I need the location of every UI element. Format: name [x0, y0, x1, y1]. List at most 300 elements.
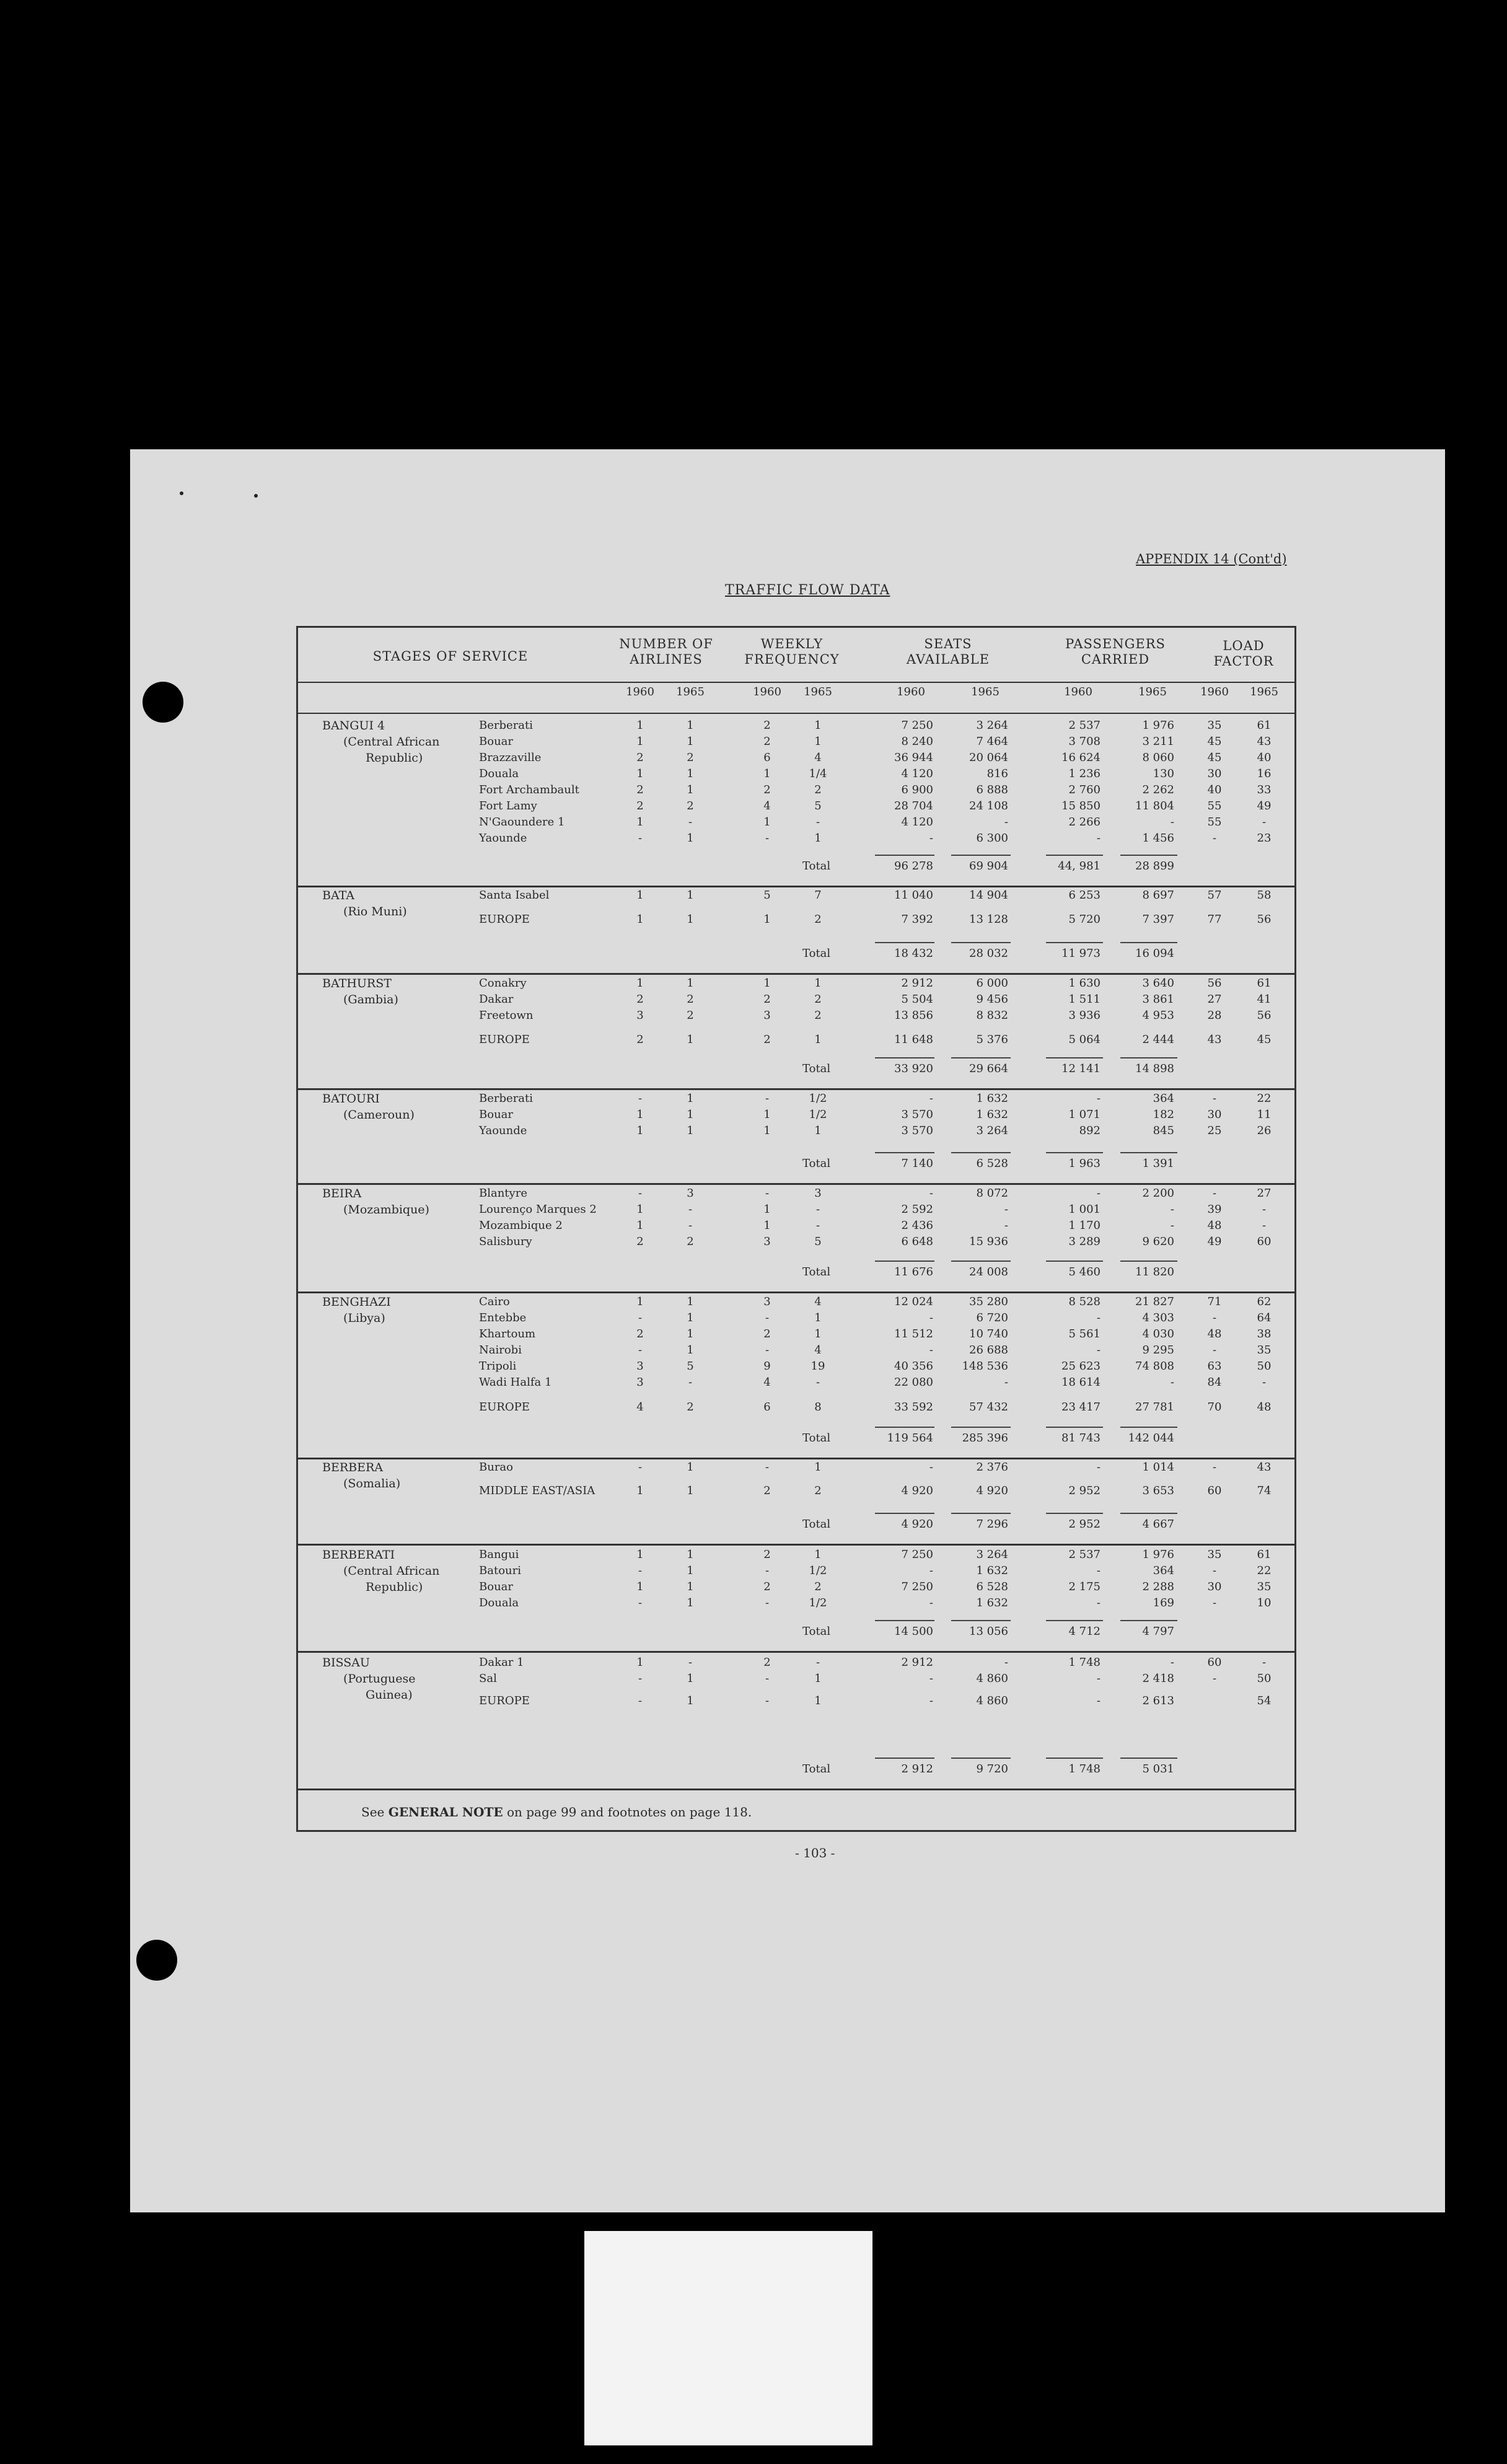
year-label: 1960	[753, 685, 781, 698]
total-cell: 4 667	[1142, 1518, 1174, 1531]
total-label: Total	[802, 947, 831, 960]
stage-destination: Khartoum	[479, 1327, 536, 1340]
data-cell: 3 570	[901, 1124, 933, 1137]
data-cell: -	[1262, 1203, 1267, 1216]
data-cell: 2	[636, 799, 644, 812]
data-cell: 1	[636, 719, 644, 732]
stage-destination: EUROPE	[479, 1401, 530, 1414]
data-cell: 1	[763, 1203, 771, 1216]
data-cell: 2	[763, 783, 771, 796]
data-cell: 1	[687, 1672, 694, 1685]
stage-destination: EUROPE	[479, 1033, 530, 1046]
data-cell: 5 561	[1068, 1327, 1101, 1340]
data-cell: -	[1212, 1596, 1217, 1609]
data-cell: 6 720	[976, 1311, 1008, 1324]
total-cell: 18 432	[894, 947, 933, 960]
data-cell: -	[929, 1564, 933, 1577]
data-cell: 61	[1257, 719, 1272, 732]
total-label: Total	[802, 1265, 831, 1278]
stage-destination: Conakry	[479, 977, 527, 990]
stage-destination: Wadi Halfa 1	[479, 1376, 552, 1389]
data-cell: 1	[687, 1461, 694, 1474]
total-cell: 6 528	[976, 1157, 1008, 1170]
total-rule	[1120, 1620, 1177, 1621]
data-cell: 5 064	[1068, 1033, 1101, 1046]
total-cell: 1 963	[1068, 1157, 1101, 1170]
data-cell: 3 289	[1068, 1235, 1101, 1248]
data-cell: 1	[636, 1203, 644, 1216]
data-cell: 6 648	[901, 1235, 933, 1248]
data-cell: 1	[763, 1124, 771, 1137]
data-cell: 30	[1207, 1580, 1222, 1593]
data-cell: 1/2	[809, 1596, 827, 1609]
data-cell: -	[688, 1219, 693, 1232]
total-rule	[951, 855, 1011, 856]
scan-speck	[180, 491, 183, 495]
stage-destination: MIDDLE EAST/ASIA	[479, 1484, 595, 1497]
data-cell: 15 936	[969, 1235, 1008, 1248]
data-cell: -	[638, 1461, 643, 1474]
data-cell: -	[1212, 832, 1217, 845]
data-cell: 35	[1257, 1580, 1272, 1593]
data-cell: 1	[687, 889, 694, 902]
origin-name: BATA (Rio Muni)	[322, 889, 407, 918]
total-cell: 4 797	[1142, 1625, 1174, 1638]
data-cell: 40	[1207, 783, 1222, 796]
data-cell: -	[929, 1311, 933, 1324]
data-cell: -	[1096, 1596, 1101, 1609]
data-cell: 7 464	[976, 735, 1008, 748]
data-cell: -	[765, 1344, 770, 1357]
data-cell: -	[1212, 1461, 1217, 1474]
data-cell: -	[929, 1596, 933, 1609]
data-cell: 7 250	[901, 1580, 933, 1593]
data-cell: 1	[687, 977, 694, 990]
year-label: 1960	[1200, 685, 1229, 698]
table-rule	[297, 1651, 1295, 1653]
data-cell: 2 613	[1142, 1694, 1174, 1707]
stage-destination: Douala	[479, 767, 519, 780]
header-airlines: NUMBER OF AIRLINES	[619, 636, 713, 667]
total-cell: 11 820	[1135, 1265, 1174, 1278]
data-cell: 2 537	[1068, 1548, 1101, 1561]
data-cell: 1	[636, 767, 644, 780]
data-cell: 2 266	[1068, 816, 1101, 829]
stage-destination: Dakar 1	[479, 1656, 524, 1669]
data-cell: -	[1212, 1311, 1217, 1324]
data-cell: 56	[1207, 977, 1222, 990]
data-cell: -	[1212, 1672, 1217, 1685]
data-cell: 22	[1257, 1564, 1272, 1577]
data-cell: 9 620	[1142, 1235, 1174, 1248]
data-cell: 45	[1257, 1033, 1272, 1046]
table-rule	[297, 1183, 1295, 1185]
total-cell: 9 720	[976, 1762, 1008, 1775]
table-rule	[297, 1291, 1295, 1293]
data-cell: 6 528	[976, 1580, 1008, 1593]
data-cell: 35 280	[969, 1295, 1008, 1308]
data-cell: 364	[1153, 1564, 1174, 1577]
data-cell: 43	[1207, 1033, 1222, 1046]
data-cell: 2 418	[1142, 1672, 1174, 1685]
data-cell: 2	[687, 1009, 694, 1022]
data-cell: 6	[763, 751, 771, 764]
table-rule	[297, 1458, 1295, 1459]
total-cell: 1 748	[1068, 1762, 1101, 1775]
data-cell: 16	[1257, 767, 1272, 780]
data-cell: -	[1004, 816, 1008, 829]
data-cell: 49	[1257, 799, 1272, 812]
data-cell: 4 953	[1142, 1009, 1174, 1022]
data-cell: 1	[814, 1548, 822, 1561]
total-cell: 285 396	[962, 1432, 1008, 1445]
data-cell: -	[1096, 1092, 1101, 1105]
data-cell: 2	[636, 993, 644, 1006]
data-cell: 33	[1257, 783, 1272, 796]
data-cell: 4 920	[976, 1484, 1008, 1497]
data-cell: 2 262	[1142, 783, 1174, 796]
data-cell: -	[929, 1694, 933, 1707]
data-cell: -	[815, 1219, 820, 1232]
data-cell: 13 856	[894, 1009, 933, 1022]
data-cell: -	[929, 1672, 933, 1685]
data-cell: 1 632	[976, 1092, 1008, 1105]
data-cell: 7 397	[1142, 913, 1174, 926]
data-cell: 60	[1257, 1235, 1272, 1248]
total-cell: 5 460	[1068, 1265, 1101, 1278]
data-cell: 22	[1257, 1092, 1272, 1105]
data-cell: -	[638, 1564, 643, 1577]
total-rule	[1046, 1261, 1103, 1262]
data-cell: -	[1096, 1311, 1101, 1324]
stage-destination: Blantyre	[479, 1187, 527, 1200]
data-cell: 1 632	[976, 1596, 1008, 1609]
data-cell: 1 014	[1142, 1461, 1174, 1474]
data-cell: 5	[763, 889, 771, 902]
punch-hole	[136, 1940, 177, 1981]
year-label: 1965	[971, 685, 1000, 698]
stage-destination: Burao	[479, 1461, 513, 1474]
total-cell: 16 094	[1135, 947, 1174, 960]
total-rule	[951, 1261, 1011, 1262]
data-cell: 1	[763, 1108, 771, 1121]
data-cell: -	[1262, 816, 1267, 829]
data-cell: 1 976	[1142, 719, 1174, 732]
total-cell: 4 712	[1068, 1625, 1101, 1638]
data-cell: 63	[1207, 1360, 1222, 1373]
data-cell: 35	[1207, 1548, 1222, 1561]
data-cell: 1	[763, 913, 771, 926]
data-cell: 2	[814, 783, 822, 796]
data-cell: 7	[814, 889, 822, 902]
paper-slip	[584, 2231, 872, 2445]
data-cell: 57 432	[969, 1401, 1008, 1414]
data-cell: 8 072	[976, 1187, 1008, 1200]
total-label: Total	[802, 1518, 831, 1531]
data-cell: -	[765, 1311, 770, 1324]
origin-name: BERBERATI (Central African Republic)	[322, 1548, 440, 1594]
data-cell: 1	[814, 735, 822, 748]
header-passengers: PASSENGERS CARRIED	[1065, 636, 1166, 667]
data-cell: 1	[636, 1656, 644, 1669]
data-cell: 48	[1257, 1401, 1272, 1414]
data-cell: 1	[636, 735, 644, 748]
data-cell: 1	[687, 832, 694, 845]
data-cell: 12 024	[894, 1295, 933, 1308]
data-cell: 2	[814, 1484, 822, 1497]
data-cell: 1	[687, 1548, 694, 1561]
stage-destination: Cairo	[479, 1295, 510, 1308]
stage-destination: Fort Lamy	[479, 799, 537, 812]
data-cell: 1	[687, 735, 694, 748]
data-cell: 1 748	[1068, 1656, 1101, 1669]
data-cell: 5 376	[976, 1033, 1008, 1046]
data-cell: 3 640	[1142, 977, 1174, 990]
data-cell: 1	[636, 1295, 644, 1308]
data-cell: 9 456	[976, 993, 1008, 1006]
total-cell: 33 920	[894, 1062, 933, 1075]
year-label: 1960	[626, 685, 654, 698]
data-cell: 7 250	[901, 1548, 933, 1561]
data-cell: 1	[687, 1596, 694, 1609]
data-cell: 6 300	[976, 832, 1008, 845]
data-cell: 26	[1257, 1124, 1272, 1137]
total-cell: 24 008	[969, 1265, 1008, 1278]
data-cell: 45	[1207, 751, 1222, 764]
data-cell: -	[638, 1187, 643, 1200]
data-cell: -	[1004, 1376, 1008, 1389]
data-cell: 4 030	[1142, 1327, 1174, 1340]
data-cell: 1	[687, 1311, 694, 1324]
data-cell: 40 356	[894, 1360, 933, 1373]
data-cell: 3	[763, 1295, 771, 1308]
data-cell: 2	[687, 799, 694, 812]
data-cell: 1	[636, 1108, 644, 1121]
data-cell: 3	[636, 1376, 644, 1389]
data-cell: 3 264	[976, 1124, 1008, 1137]
total-rule	[1046, 942, 1103, 943]
data-cell: 49	[1207, 1235, 1222, 1248]
data-cell: 33 592	[894, 1401, 933, 1414]
year-label: 1965	[804, 685, 832, 698]
data-cell: 74	[1257, 1484, 1272, 1497]
data-cell: -	[1170, 816, 1174, 829]
stage-destination: Douala	[479, 1596, 519, 1609]
total-rule	[875, 1513, 934, 1514]
data-cell: 2 912	[901, 977, 933, 990]
data-cell: 43	[1257, 735, 1272, 748]
data-cell: 3	[763, 1235, 771, 1248]
data-cell: 2 444	[1142, 1033, 1174, 1046]
data-cell: -	[1096, 1461, 1101, 1474]
data-cell: 1/2	[809, 1092, 827, 1105]
total-cell: 29 664	[969, 1062, 1008, 1075]
data-cell: 16 624	[1061, 751, 1101, 764]
data-cell: 2	[636, 1327, 644, 1340]
data-cell: 1	[687, 1033, 694, 1046]
total-label: Total	[802, 1762, 831, 1775]
data-cell: 2 537	[1068, 719, 1101, 732]
appendix-label: APPENDIX 14 (Cont'd)	[1136, 552, 1287, 566]
data-cell: 816	[986, 767, 1008, 780]
data-cell: 1/2	[809, 1564, 827, 1577]
data-cell: -	[1096, 1694, 1101, 1707]
data-cell: 11 040	[894, 889, 933, 902]
data-cell: 40	[1257, 751, 1272, 764]
header-seats: SEATS AVAILABLE	[906, 636, 990, 667]
data-cell: -	[765, 1564, 770, 1577]
data-cell: 8	[814, 1401, 822, 1414]
data-cell: -	[929, 1461, 933, 1474]
total-rule	[1046, 1620, 1103, 1621]
table-rule	[297, 1088, 1295, 1090]
data-cell: 8 240	[901, 735, 933, 748]
data-cell: 55	[1207, 799, 1222, 812]
data-cell: 1 632	[976, 1108, 1008, 1121]
header-frequency: WEEKLY FREQUENCY	[744, 636, 840, 667]
data-cell: 61	[1257, 1548, 1272, 1561]
data-cell: 6	[763, 1401, 771, 1414]
total-cell: 11 676	[894, 1265, 933, 1278]
data-cell: 2 436	[901, 1219, 933, 1232]
data-cell: 1	[763, 1219, 771, 1232]
data-cell: 1	[763, 816, 771, 829]
data-cell: 60	[1207, 1484, 1222, 1497]
data-cell: 70	[1207, 1401, 1222, 1414]
data-cell: 6 000	[976, 977, 1008, 990]
data-cell: 3 861	[1142, 993, 1174, 1006]
data-cell: 2	[763, 1484, 771, 1497]
table-rule	[297, 886, 1295, 887]
total-label: Total	[802, 1062, 831, 1075]
data-cell: 2	[763, 1548, 771, 1561]
data-cell: 60	[1207, 1656, 1222, 1669]
data-cell: 4 120	[901, 767, 933, 780]
data-cell: 1	[687, 767, 694, 780]
scan-speck	[254, 494, 258, 498]
data-cell: -	[765, 1461, 770, 1474]
data-cell: 2	[814, 1009, 822, 1022]
total-rule	[951, 1620, 1011, 1621]
data-cell: -	[1096, 1672, 1101, 1685]
data-cell: 3	[636, 1009, 644, 1022]
data-cell: 54	[1257, 1694, 1272, 1707]
total-rule	[1046, 1758, 1103, 1759]
data-cell: -	[1096, 1344, 1101, 1357]
data-cell: 28	[1207, 1009, 1222, 1022]
total-rule	[951, 1057, 1011, 1058]
origin-name: BANGUI 4 (Central African Republic)	[322, 719, 440, 765]
data-cell: 1	[687, 1344, 694, 1357]
data-cell: 38	[1257, 1327, 1272, 1340]
year-label: 1965	[1138, 685, 1167, 698]
data-cell: 182	[1153, 1108, 1174, 1121]
total-rule	[875, 1152, 934, 1153]
total-cell: 142 044	[1128, 1432, 1174, 1445]
origin-name: BATOURI (Cameroun)	[322, 1092, 415, 1122]
origin-name: BEIRA (Mozambique)	[322, 1187, 429, 1217]
data-cell: 2 288	[1142, 1580, 1174, 1593]
data-cell: 1	[814, 832, 822, 845]
data-cell: 1	[687, 913, 694, 926]
data-cell: 1/2	[809, 1108, 827, 1121]
stage-destination: Berberati	[479, 719, 533, 732]
data-cell: 27	[1207, 993, 1222, 1006]
data-cell: 50	[1257, 1672, 1272, 1685]
data-cell: 3	[687, 1187, 694, 1200]
data-cell: -	[638, 1092, 643, 1105]
total-rule	[875, 1758, 934, 1759]
total-rule	[1046, 1152, 1103, 1153]
data-cell: 9 295	[1142, 1344, 1174, 1357]
table-rule	[297, 973, 1295, 975]
year-label: 1960	[1064, 685, 1092, 698]
data-cell: 6 888	[976, 783, 1008, 796]
stage-destination: Bouar	[479, 1108, 513, 1121]
data-cell: 1	[814, 1672, 822, 1685]
data-cell: -	[1212, 1092, 1217, 1105]
total-label: Total	[802, 1432, 831, 1445]
data-cell: 9	[763, 1360, 771, 1373]
data-cell: 10	[1257, 1596, 1272, 1609]
data-cell: -	[815, 1376, 820, 1389]
data-cell: 3 264	[976, 719, 1008, 732]
data-cell: -	[815, 1203, 820, 1216]
data-cell: 2	[687, 751, 694, 764]
data-cell: 3 264	[976, 1548, 1008, 1561]
data-cell: 2 912	[901, 1656, 933, 1669]
data-cell: 48	[1207, 1327, 1222, 1340]
data-cell: 1	[636, 1548, 644, 1561]
data-cell: 48	[1207, 1219, 1222, 1232]
stage-destination: Yaounde	[479, 1124, 527, 1137]
data-cell: 57	[1207, 889, 1222, 902]
data-cell: 2	[636, 751, 644, 764]
data-cell: -	[765, 1092, 770, 1105]
data-cell: 1	[814, 1694, 822, 1707]
data-cell: -	[1262, 1219, 1267, 1232]
header-load-factor: LOAD FACTOR	[1213, 638, 1274, 669]
total-cell: 96 278	[894, 860, 933, 873]
data-cell: 1/4	[809, 767, 827, 780]
data-cell: 1	[636, 913, 644, 926]
table-rule	[297, 713, 1295, 714]
total-rule	[875, 1427, 934, 1428]
data-cell: 2 200	[1142, 1187, 1174, 1200]
year-label: 1965	[676, 685, 705, 698]
data-cell: 3 936	[1068, 1009, 1101, 1022]
stage-destination: Bouar	[479, 735, 513, 748]
footnote: See GENERAL NOTE on page 99 and footnotes on page 118.	[361, 1805, 752, 1819]
stage-destination: Fort Archambault	[479, 783, 579, 796]
total-cell: 1 391	[1142, 1157, 1174, 1170]
data-cell: 4 860	[976, 1672, 1008, 1685]
document-title: TRAFFIC FLOW DATA	[725, 583, 890, 598]
data-cell: 2	[814, 1580, 822, 1593]
stage-destination: N'Gaoundere 1	[479, 816, 565, 829]
data-cell: 1 170	[1068, 1219, 1101, 1232]
data-cell: -	[1170, 1376, 1174, 1389]
data-cell: 56	[1257, 913, 1272, 926]
data-cell: -	[688, 1376, 693, 1389]
stage-destination: Tripoli	[479, 1360, 517, 1373]
total-rule	[1046, 855, 1103, 856]
total-rule	[1046, 1057, 1103, 1058]
data-cell: 3	[814, 1187, 822, 1200]
header-stages: STAGES OF SERVICE	[372, 649, 529, 664]
data-cell: 74 808	[1135, 1360, 1174, 1373]
table-rule	[297, 682, 1295, 683]
